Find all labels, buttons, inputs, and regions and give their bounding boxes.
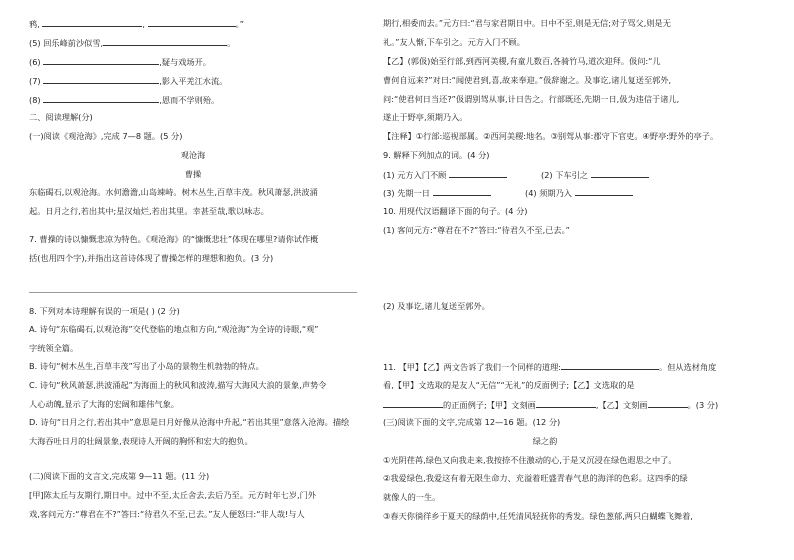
classical-text: 曹何自远来?”对曰:“闻使君到,喜,故来奉迎。”伋辞谢之。及事讫,诸儿复送至郭外, bbox=[383, 75, 672, 85]
text: (6) bbox=[29, 57, 41, 67]
fill-line-8 bbox=[29, 93, 219, 106]
poem-title: 观沧海 bbox=[180, 150, 206, 160]
question-intro: (一)阅读《观沧海》,完成 7—8 题。(5 分) bbox=[29, 131, 183, 141]
question-11-cont bbox=[383, 398, 718, 411]
poem-author: 曹操 bbox=[184, 169, 202, 179]
option-c: C. 诗句“秋风萧瑟,洪波涌起”为海面上的秋风和波涛,描写大海风大浪的景象,声势令 bbox=[29, 380, 327, 390]
text: 。(3 分) bbox=[687, 400, 719, 410]
text: 的正面例子;【甲】文刻画 bbox=[443, 400, 536, 410]
question-9-item bbox=[383, 186, 491, 199]
text: ,疑与戏场开。 bbox=[159, 57, 211, 67]
answer-blank[interactable] bbox=[648, 398, 688, 408]
classical-text: 遂止于野亭,须期乃入。 bbox=[383, 112, 468, 122]
section-heading: 二、阅读理解(分) bbox=[29, 112, 93, 122]
question-9-item bbox=[541, 168, 649, 181]
answer-blank[interactable] bbox=[591, 168, 649, 178]
text: (4) 须期乃入 bbox=[525, 188, 572, 198]
text: 。但从选材角度 bbox=[659, 362, 717, 372]
option-c-cont: 人心动魄,显示了大海的宏阔和雄伟气象。 bbox=[29, 399, 179, 409]
question-9-item bbox=[525, 186, 633, 199]
text: 。” bbox=[235, 19, 244, 29]
question-10-item: (2) 及事讫,诸儿复送至郭外。 bbox=[383, 301, 490, 311]
text: (1) 元方入门不顾 bbox=[383, 170, 447, 180]
classical-text: 礼。”友人惭,下车引之。元方入门不顾。 bbox=[383, 37, 525, 47]
text: ,【乙】文刻画 bbox=[595, 400, 648, 410]
classical-text: 戏,客问元方:“尊君在不?”答曰:“待君久不至,已去。”友人便怒曰:“非人哉!与人 bbox=[29, 509, 305, 519]
essay-paragraph: ①光阴荏苒,绿色又向我走来,我按捺不住激动的心,于是又沉浸在绿色遐思之中了。 bbox=[383, 455, 677, 465]
essay-paragraph: ②我爱绿色,我爱这有着无限生命力、充溢着旺盛青春气息的海洋的色彩。这四季的绿 bbox=[383, 473, 688, 483]
question-10: 10. 用现代汉语翻译下面的句子。(4 分) bbox=[383, 206, 528, 216]
answer-blank[interactable] bbox=[383, 398, 443, 408]
answer-blank[interactable] bbox=[575, 186, 633, 196]
classical-text: 期行,相委而去。”元方曰:“君与家君期日中。日中不至,则是无信;对子骂父,则是无 bbox=[383, 18, 671, 28]
option-a-cont: 字统领全篇。 bbox=[29, 343, 79, 353]
answer-blank[interactable] bbox=[561, 360, 659, 370]
text: 11. 【甲】【乙】两文告诉了我们一个同样的道理: bbox=[383, 362, 562, 372]
question-intro: (二)阅读下面的文言文,完成第 9—11 题。(11 分) bbox=[29, 471, 210, 481]
text: (2) 下车引之 bbox=[541, 170, 588, 180]
answer-blank[interactable] bbox=[148, 17, 236, 27]
question-10-item: (1) 客问元方:“尊君在不?”答曰:“待君久不至,已去。” bbox=[383, 225, 570, 235]
text: 看,【甲】文选取的是友人“无信”“无礼”的反面例子;【乙】文选取的是 bbox=[383, 380, 635, 390]
answer-blank[interactable] bbox=[43, 74, 159, 84]
essay-title: 绿之韵 bbox=[532, 436, 558, 446]
question-9-item bbox=[383, 168, 507, 181]
classical-text: [甲]陈太丘与友期行,期日中。过中不至,太丘舍去,去后乃至。元方时年七岁,门外 bbox=[29, 490, 316, 500]
question-11-cont bbox=[383, 379, 635, 391]
answer-blank[interactable] bbox=[43, 55, 159, 65]
text: 鸦, bbox=[29, 19, 40, 29]
text: (7) bbox=[29, 76, 41, 86]
fill-line-6 bbox=[29, 55, 211, 68]
question-8: 8. 下列对本诗理解有误的一项是( ) (2 分) bbox=[29, 306, 180, 316]
answer-line[interactable] bbox=[29, 292, 357, 293]
annotation: 【注释】①行部:巡视部属。②西河美稷:地名。③别驾从事:郡守下官吏。④野亭:野外的亭子。 bbox=[383, 131, 719, 141]
question-9: 9. 解释下列加点的词。(4 分) bbox=[383, 150, 490, 160]
text: ,影入平羌江水流。 bbox=[159, 76, 228, 86]
fill-line-5: (5) 回乐峰前沙似雪, 。 bbox=[29, 38, 236, 48]
answer-blank[interactable] bbox=[536, 398, 596, 408]
text: ,恩而不学则殆。 bbox=[159, 95, 220, 105]
text: (5) 回乐峰前沙似雪, bbox=[29, 38, 104, 48]
question-intro: (三)阅读下面的文字,完成第 12—16 题。(12 分) bbox=[383, 417, 561, 427]
essay-paragraph: 就像人的一生。 bbox=[383, 492, 441, 502]
question-7: 7. 曹操的诗以慷慨悲凉为特色。《观沧海》的“慷慨悲壮”体现在哪里?请你试作概 bbox=[29, 234, 319, 244]
answer-blank[interactable] bbox=[103, 36, 227, 46]
classical-text: 问:“使君何日当还?”伋谓别驾从事,计日告之。行部既还,先期一日,伋为违信于诸儿, bbox=[383, 94, 680, 104]
question-7-cont: 括(也用四个字),并指出这首诗体现了曹操怎样的理想和抱负。(3 分) bbox=[29, 253, 274, 263]
poem-line: 起。日月之行,若出其中;星汉灿烂,若出其里。幸甚至哉,歌以咏志。 bbox=[29, 206, 269, 216]
answer-blank[interactable] bbox=[43, 93, 159, 103]
option-d: D. 诗句“日月之行,若出其中”意思是日月好像从沧海中升起,“若出其里”意落入沧海。描绘 bbox=[29, 417, 350, 427]
classical-text: 【乙】(郭伋)始至行部,到西河美稷,有童儿数百,各骑竹马,道次迎拜。伋问:“儿 bbox=[383, 56, 661, 66]
answer-blank[interactable] bbox=[449, 168, 507, 178]
fill-line-1: 鸦, , 。” bbox=[29, 19, 244, 29]
poem-line: 东临碣石,以观沧海。水何澹澹,山岛竦峙。树木丛生,百草丰茂。秋风萧瑟,洪波涌 bbox=[29, 187, 318, 197]
answer-blank[interactable] bbox=[42, 17, 142, 27]
essay-paragraph: ③春天你徜徉乡于夏天的绿荫中,任凭清风轻抚你的秀发。绿色葱郁,两只白蝴蝶飞舞着, bbox=[383, 511, 693, 521]
fill-line-7 bbox=[29, 74, 227, 87]
text: (3) 先期一日 bbox=[383, 188, 430, 198]
option-a: A. 诗句“东临碣石,以观沧海”交代登临的地点和方向,“观沧海”为全诗的诗眼,“观” bbox=[29, 324, 319, 334]
question-11 bbox=[383, 360, 716, 373]
option-d-cont: 大海吞吐日月的壮阔景象,表现诗人开阔的胸怀和宏大的抱负。 bbox=[29, 436, 253, 446]
text: (8) bbox=[29, 95, 41, 105]
answer-blank[interactable] bbox=[433, 186, 491, 196]
option-b: B. 诗句“树木丛生,百草丰茂”写出了小岛的景物生机勃勃的特点。 bbox=[29, 361, 264, 371]
